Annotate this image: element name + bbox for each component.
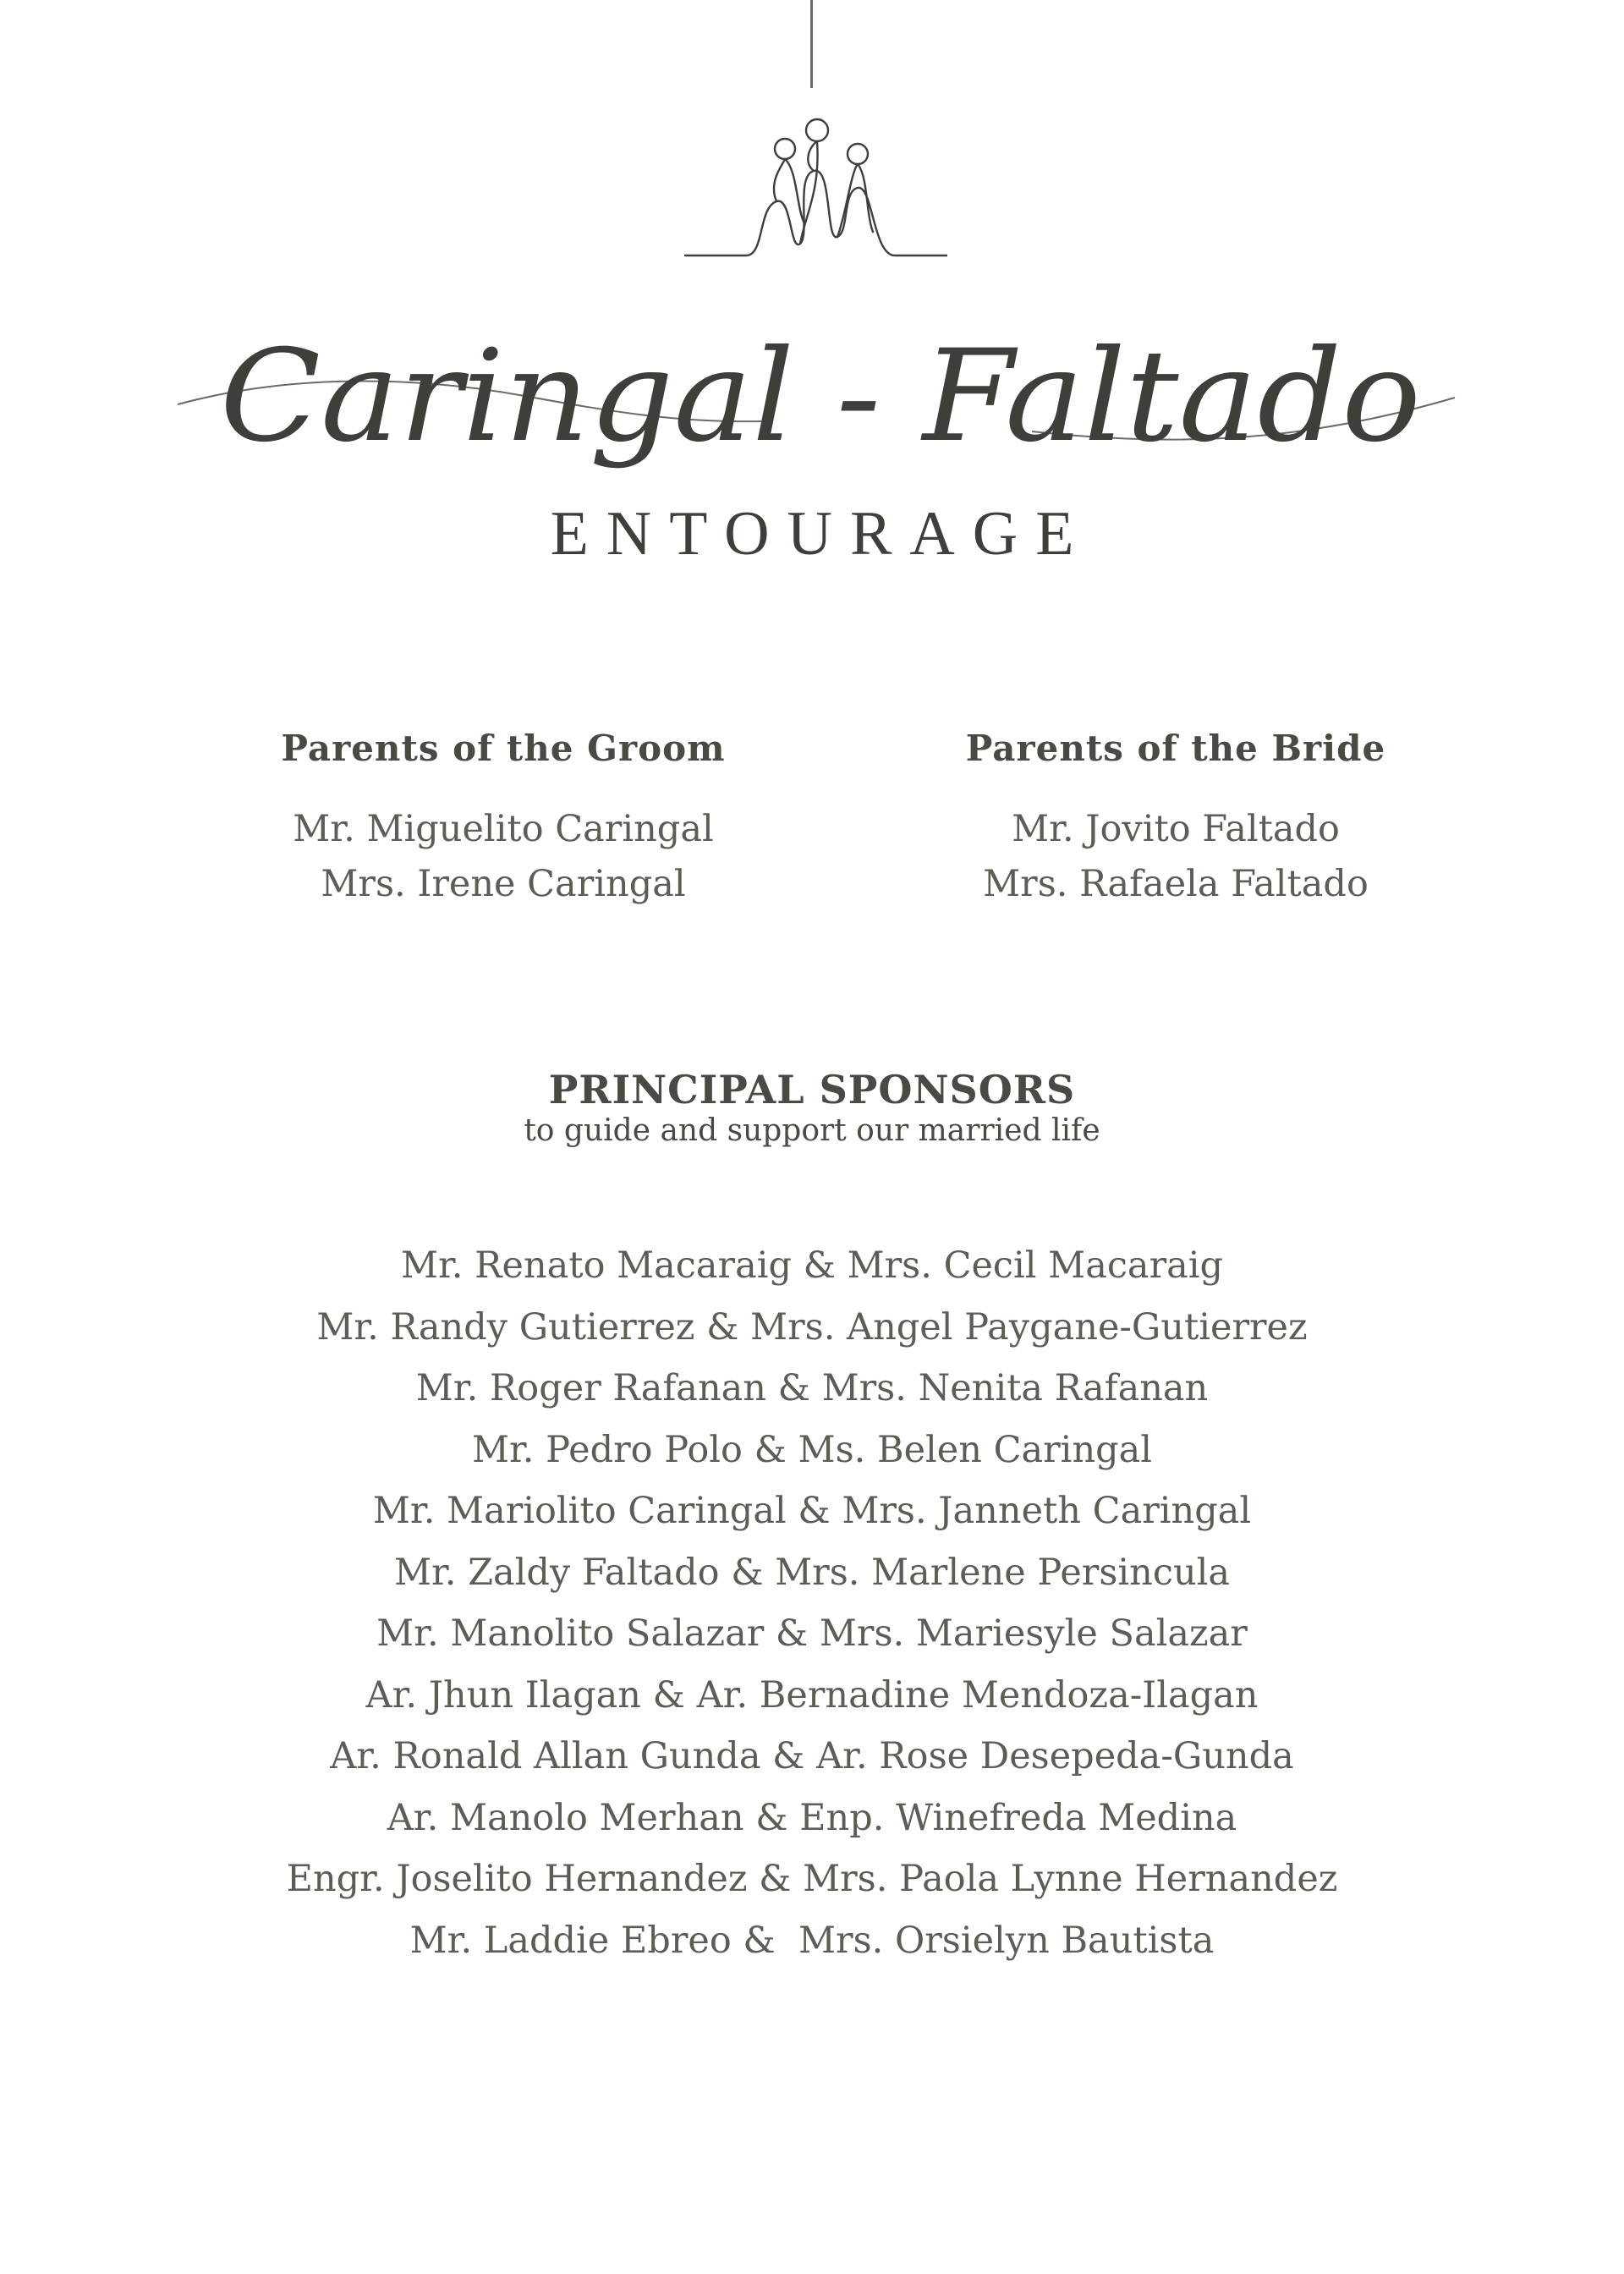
list-item: Mr. Manolito Salazar & Mrs. Mariesyle Salazar <box>376 1612 1248 1655</box>
list-item: Mr. Renato Macaraig & Mrs. Cecil Macaraig <box>400 1244 1224 1287</box>
list-item: Mrs. Irene Caringal <box>321 863 686 906</box>
parents-of-bride <box>905 728 1446 912</box>
groom-parents-heading: Parents of the Groom <box>281 728 726 769</box>
entourage-heading: ENTOURAGE <box>550 499 1092 568</box>
principal-sponsors-tagline: to guide and support our married life <box>524 1112 1100 1148</box>
list-item: Mr. Jovito Faltado <box>1012 808 1340 851</box>
list-item: Mr. Mariolito Caringal & Mrs. Janneth Caringal <box>372 1490 1252 1532</box>
hanging-line <box>810 0 813 88</box>
list-item: Mr. Zaldy Faltado & Mrs. Marlene Persincula <box>393 1551 1231 1594</box>
list-item: Ar. Jhun Ilagan & Ar. Bernadine Mendoza-Ilagan <box>365 1673 1259 1716</box>
list-item: Mr. Randy Gutierrez & Mrs. Angel Paygane-Gutierrez <box>316 1305 1308 1348</box>
principal-sponsors-header <box>0 1068 1624 1149</box>
parents-of-groom <box>233 728 774 912</box>
list-item: Ar. Ronald Allan Gunda & Ar. Rose Desepeda-Gunda <box>330 1735 1294 1777</box>
list-item: Ar. Manolo Merhan & Enp. Winefreda Medina <box>387 1796 1237 1839</box>
list-item: Mr. Pedro Polo & Ms. Belen Caringal <box>471 1428 1153 1471</box>
list-item: Mr. Laddie Ebreo & Mrs. Orsielyn Bautista <box>409 1919 1215 1962</box>
bride-parents-heading: Parents of the Bride <box>965 728 1386 769</box>
list-item: Engr. Joselito Hernandez & Mrs. Paola Lynne Hernandez <box>286 1858 1338 1900</box>
groom-parents-list <box>233 802 774 912</box>
list-item: Mr. Miguelito Caringal <box>293 808 714 851</box>
couple-script-title <box>169 296 1472 533</box>
script-title-text: Caringal - Faltado <box>220 323 1421 470</box>
principal-sponsors-heading: PRINCIPAL SPONSORS <box>548 1067 1076 1112</box>
bride-parents-list <box>905 802 1446 912</box>
principal-sponsors-list <box>0 1235 1624 1971</box>
family-line-art-icon <box>677 113 947 266</box>
list-item: Mr. Roger Rafanan & Mrs. Nenita Rafanan <box>415 1367 1209 1409</box>
list-item: Mrs. Rafaela Faltado <box>983 863 1369 906</box>
